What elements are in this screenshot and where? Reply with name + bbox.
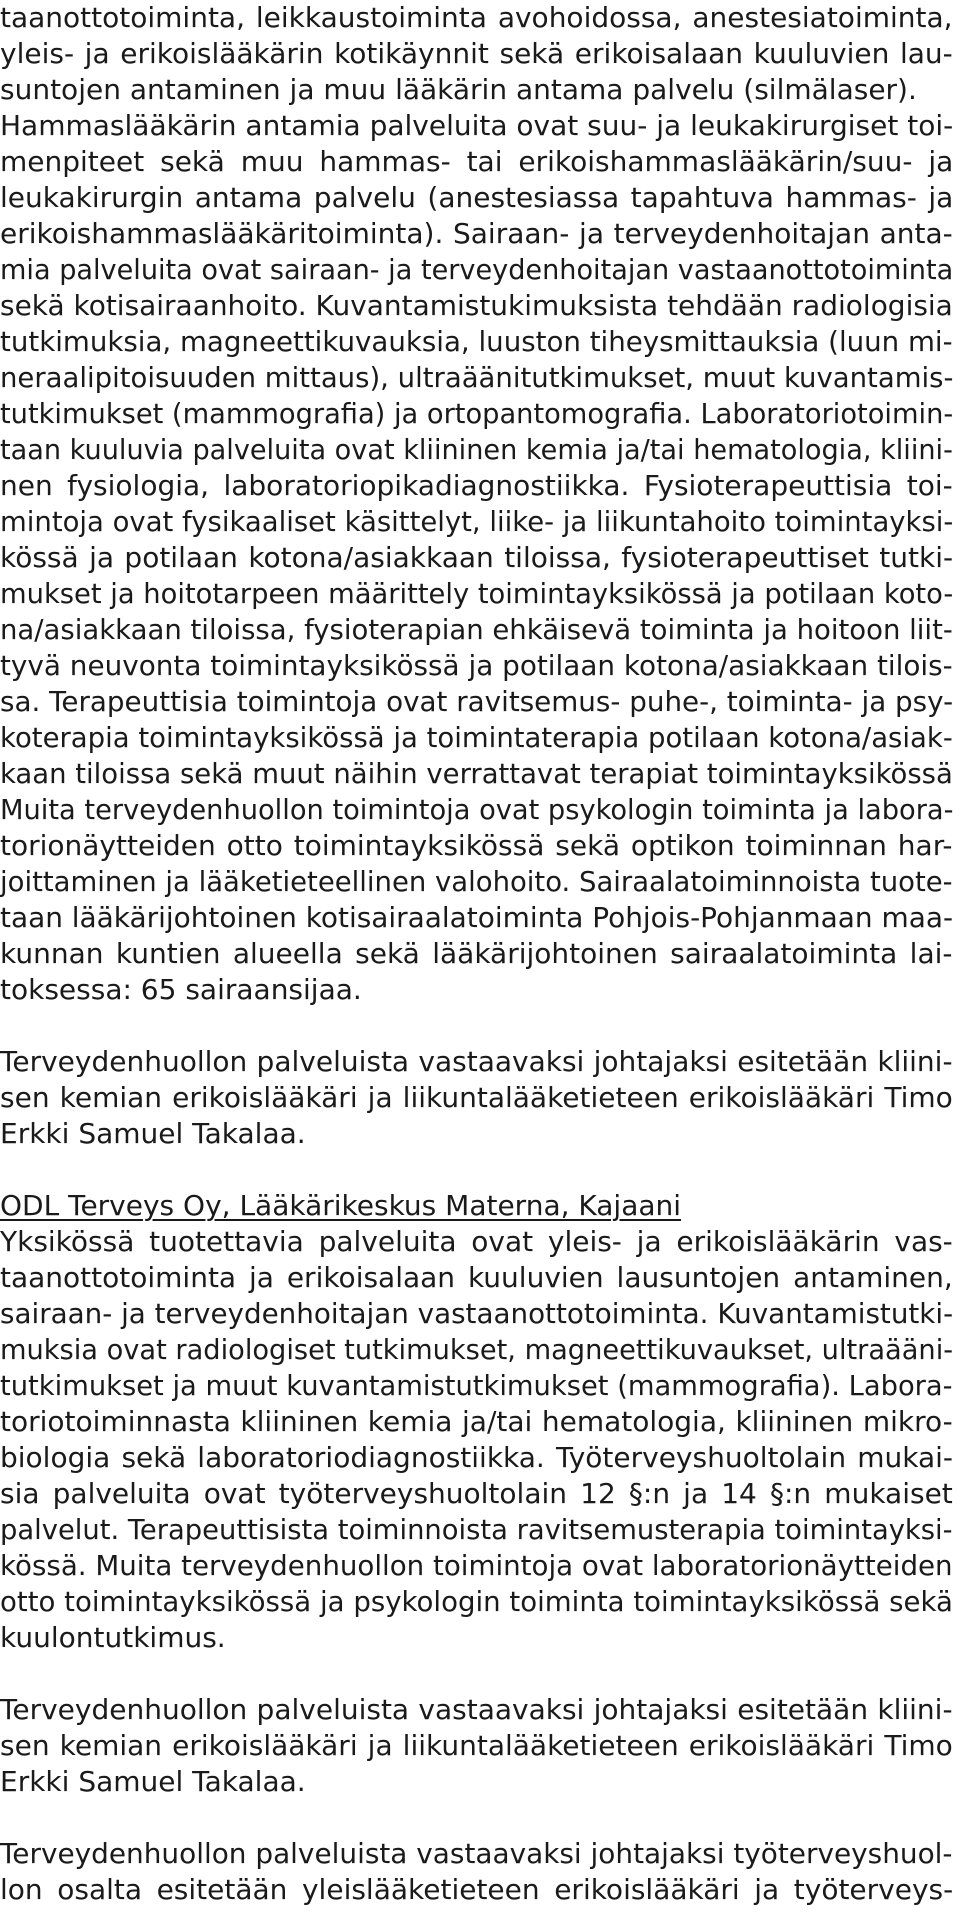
- paragraph-line: Hammaslääkärin antamia palveluita ovat suu- ja leukakirurgiset toi-: [0, 109, 954, 142]
- paragraph-line: yleis- ja erikoislääkärin kotikäynnit sekä erikoisalaan kuuluvien lau-: [0, 37, 953, 70]
- paragraph-line: tutkimuksia, magneettikuvauksia, luuston tiheysmittauksia (luun mi-: [0, 325, 953, 358]
- paragraph-line: Muita terveydenhuollon toimintoja ovat psykologin toiminta ja labora-: [0, 793, 954, 826]
- paragraph-line: menpiteet sekä muu hammas- tai erikoishammaslääkärin/suu- ja: [0, 145, 954, 178]
- paragraph-line: taan lääkärijohtoinen kotisairaalatoiminta Pohjois-Pohjanmaan maa-: [0, 901, 954, 934]
- paragraph-line: sa. Terapeuttisia toimintoja ovat ravitsemus- puhe-, toiminta- ja psy-: [0, 685, 954, 718]
- section-heading: ODL Terveys Oy, Lääkärikeskus Materna, Kajaani: [0, 1189, 682, 1222]
- paragraph-line: suntojen antaminen ja muu lääkärin antama palvelu (silmälaser).: [0, 73, 917, 106]
- paragraph-line: tutkimukset ja muut kuvantamistutkimukset (mammografia). Labora-: [0, 1369, 953, 1402]
- paragraph-line: biologia sekä laboratoriodiagnostiikka. Työterveyshuoltolain mukai-: [0, 1441, 954, 1474]
- paragraph-line: mia palveluita ovat sairaan- ja terveydenhoitajan vastaanottotoiminta: [0, 253, 954, 286]
- paragraph-line: erikoishammaslääkäritoiminta). Sairaan- ja terveydenhoitajan anta-: [0, 217, 953, 250]
- paragraph-line: Terveydenhuollon palveluista vastaavaksi johtajaksi esitetään kliini-: [0, 1693, 953, 1726]
- paragraph-line: leukakirurgin antama palvelu (anestesiassa tapahtuva hammas- ja: [0, 181, 954, 214]
- paragraph-line: taan kuuluvia palveluita ovat kliininen kemia ja/tai hematologia, kliini-: [0, 433, 953, 466]
- paragraph-line: Erkki Samuel Takalaa.: [0, 1765, 306, 1798]
- paragraph-line: sen kemian erikoislääkäri ja liikuntalääketieteen erikoislääkäri Timo: [0, 1729, 953, 1762]
- paragraph-line: Erkki Samuel Takalaa.: [0, 1117, 306, 1150]
- paragraph-line: nen fysiologia, laboratoriopikadiagnostiikka. Fysioterapeuttisia toi-: [0, 469, 953, 502]
- paragraph-line: torionäytteiden otto toimintayksikössä sekä optikon toiminnan har-: [0, 829, 953, 862]
- paragraph-line: kuulontutkimus.: [0, 1621, 226, 1654]
- paragraph-line: otto toimintayksikössä ja psykologin toiminta toimintayksikössä sekä: [0, 1585, 953, 1618]
- paragraph-line: taanottotoiminta, leikkaustoiminta avohoidossa, anestesiatoiminta,: [0, 1, 953, 34]
- paragraph-line: Terveydenhuollon palveluista vastaavaksi johtajaksi esitetään kliini-: [0, 1045, 953, 1078]
- paragraph-line: kössä ja potilaan kotona/asiakkaan tiloissa, fysioterapeuttiset tutki-: [0, 541, 954, 574]
- paragraph-line: neraalipitoisuuden mittaus), ultraäänitutkimukset, muut kuvantamis-: [0, 361, 954, 394]
- paragraph-line: mintoja ovat fysikaaliset käsittelyt, liike- ja liikuntahoito toimintayksi-: [0, 505, 954, 538]
- paragraph-line: muksia ovat radiologiset tutkimukset, magneettikuvaukset, ultraääni-: [0, 1333, 954, 1366]
- paragraph-line: sen kemian erikoislääkäri ja liikuntalääketieteen erikoislääkäri Timo: [0, 1081, 953, 1114]
- paragraph-line: toriotoiminnasta kliininen kemia ja/tai hematologia, kliininen mikro-: [0, 1405, 953, 1438]
- paragraph-line: Terveydenhuollon palveluista vastaavaksi johtajaksi työterveyshuol-: [0, 1837, 953, 1870]
- paragraph-line: lon osalta esitetään yleislääketieteen erikoislääkäri ja työterveys-: [0, 1873, 954, 1906]
- paragraph-line: toksessa: 65 sairaansijaa.: [0, 973, 362, 1006]
- paragraph-line: tutkimukset (mammografia) ja ortopantomografia. Laboratoriotoimin-: [0, 397, 954, 430]
- paragraph-line: kaan tiloissa sekä muut näihin verrattavat terapiat toimintayksikössä: [0, 757, 953, 790]
- paragraph-line: palvelut. Terapeuttisista toiminnoista ravitsemusterapia toimintayksi-: [0, 1513, 953, 1546]
- paragraph-line: Yksikössä tuotettavia palveluita ovat yleis- ja erikoislääkärin vas-: [0, 1225, 953, 1258]
- paragraph-line: koterapia toimintayksikössä ja toimintaterapia potilaan kotona/asiak-: [0, 721, 953, 754]
- paragraph-line: taanottotoiminta ja erikoisalaan kuuluvien lausuntojen antaminen,: [0, 1261, 953, 1294]
- paragraph-line: tyvä neuvonta toimintayksikössä ja potilaan kotona/asiakkaan tilois-: [0, 649, 953, 682]
- paragraph-line: kössä. Muita terveydenhuollon toimintoja ovat laboratorionäytteiden: [0, 1549, 953, 1582]
- paragraph-line: sairaan- ja terveydenhoitajan vastaanottotoiminta. Kuvantamistutki-: [0, 1297, 954, 1330]
- paragraph-line: kunnan kuntien alueella sekä lääkärijohtoinen sairaalatoiminta lai-: [0, 937, 953, 970]
- paragraph-line: na/asiakkaan tiloissa, fysioterapian ehkäisevä toiminta ja hoitoon liit-: [0, 613, 953, 646]
- paragraph-line: mukset ja hoitotarpeen määrittely toimintayksikössä ja potilaan koto-: [0, 577, 954, 610]
- paragraph-line: sia palveluita ovat työterveyshuoltolain 12 §:n ja 14 §:n mukaiset: [0, 1477, 953, 1510]
- paragraph-line: joittaminen ja lääketieteellinen valohoito. Sairaalatoiminnoista tuote-: [0, 865, 953, 898]
- paragraph-line: sekä kotisairaanhoito. Kuvantamistukimuksista tehdään radiologisia: [0, 289, 953, 322]
